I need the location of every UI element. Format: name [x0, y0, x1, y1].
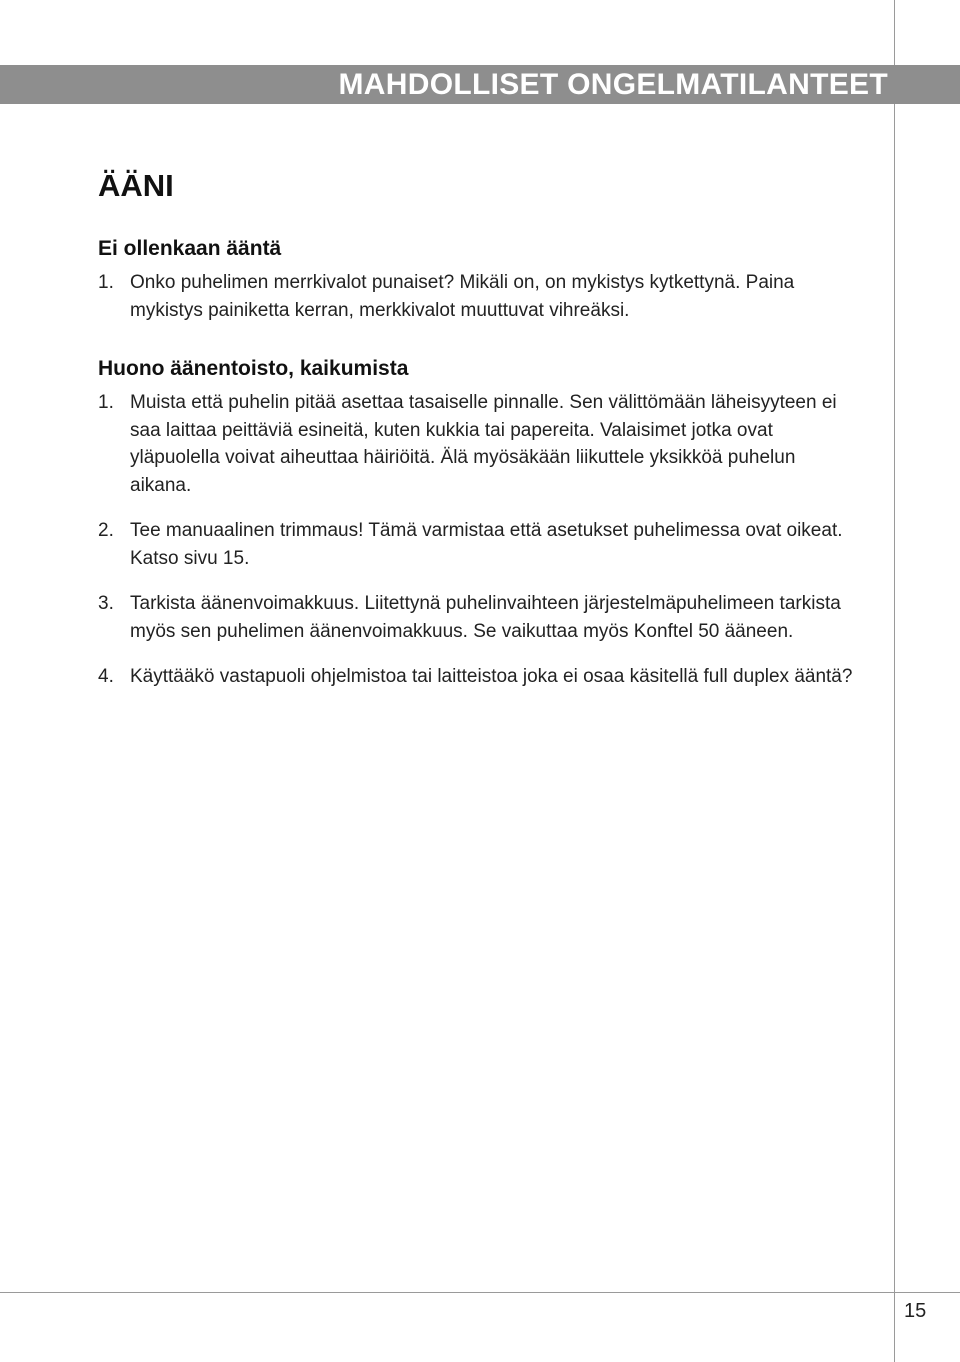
- list-item-text: Onko puhelimen merrkivalot punaiset? Mikäli on, on mykistys kytkettynä. Paina mykistys painiketta kerran, merkkivalot muuttuvat vihreäksi.: [130, 272, 795, 321]
- list-item: [98, 590, 858, 645]
- section-title: ÄÄNI: [98, 168, 174, 203]
- list-item: [98, 389, 858, 499]
- list-item-number: 2.: [98, 520, 114, 541]
- page-header-title: MAHDOLLISET ONGELMATILANTEET: [338, 68, 888, 101]
- list-item-text: Käyttääkö vastapuoli ohjelmistoa tai laitteistoa joka ei osaa käsitellä full duplex ääntä?: [130, 666, 853, 687]
- footer-divider: [0, 1292, 960, 1293]
- header-bar: [0, 65, 960, 104]
- list-item-number: 3.: [98, 593, 114, 614]
- list-item-text: Tee manuaalinen trimmaus! Tämä varmistaa että asetukset puhelimessa ovat oikeat. Katso sivu 15.: [130, 520, 843, 569]
- list-item-text: Tarkista äänenvoimakkuus. Liitettynä puhelinvaihteen järjestelmäpuhelimeen tarkista myös sen puhelimen äänenvoimakkuus. Se vaikuttaa myös Konftel 50 ääneen.: [130, 593, 841, 642]
- list-item: [98, 663, 858, 691]
- subsection-heading-poor-sound: Huono äänentoisto, kaikumista: [98, 357, 409, 380]
- subsection-heading-no-sound: Ei ollenkaan ääntä: [98, 237, 282, 260]
- vertical-margin-line: [894, 0, 895, 1362]
- list-item-number: 4.: [98, 666, 114, 687]
- list-item-number: 1.: [98, 392, 114, 413]
- list-item-text: Muista että puhelin pitää asettaa tasaiselle pinnalle. Sen välittömään läheisyyteen ei saa laittaa peittäviä esineitä, kuten kukkia tai papereita. Valaisimet jotka ovat yläpuolella voivat aiheuttaa häiriöitä. Älä myösäkään liikuttele yksikköä puhelun aikana.: [130, 392, 837, 496]
- main-content: [98, 164, 858, 691]
- list-item: [98, 269, 858, 324]
- list-item-number: 1.: [98, 272, 114, 293]
- list-item: [98, 517, 858, 572]
- page-number: 15: [904, 1300, 927, 1322]
